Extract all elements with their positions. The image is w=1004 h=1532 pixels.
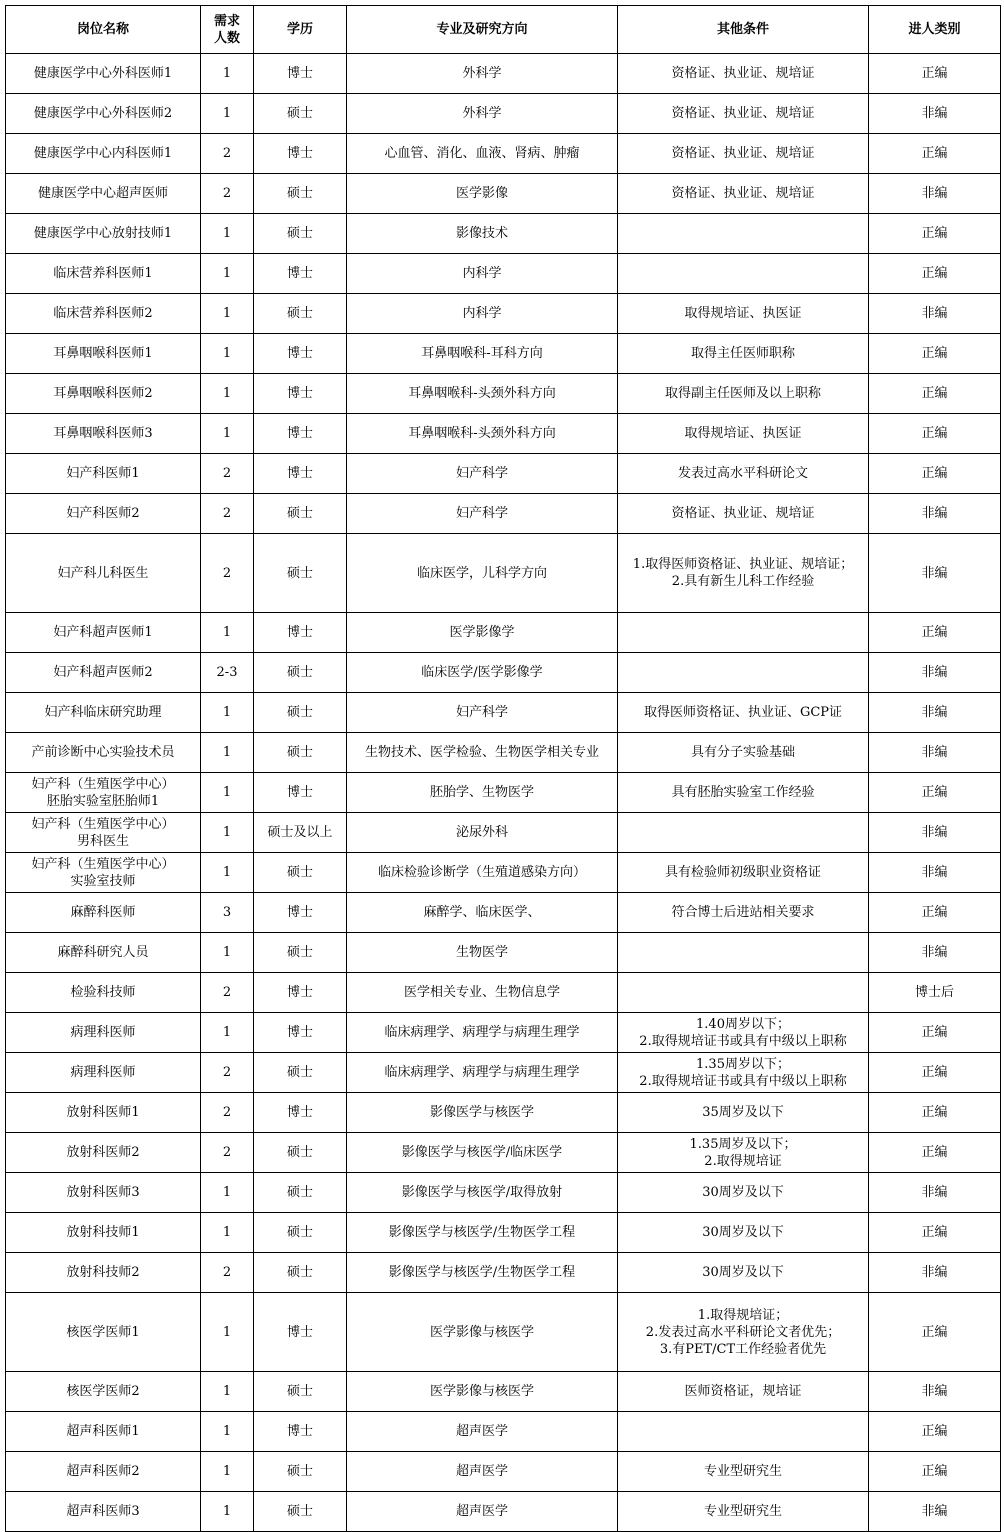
table-row — [6, 334, 1001, 374]
position-name-cell: 健康医学中心外科医师1 — [6, 54, 201, 94]
education-cell: 硕士 — [254, 1492, 347, 1532]
education-cell: 硕士 — [254, 1253, 347, 1293]
position-name-cell: 妇产科医师1 — [6, 454, 201, 494]
major-cell: 影像医学与核医学/生物医学工程 — [347, 1213, 618, 1253]
position-name-cell: 麻醉科医师 — [6, 893, 201, 933]
position-name-cell: 妇产科超声医师1 — [6, 613, 201, 653]
major-cell: 超声医学 — [347, 1452, 618, 1492]
position-name-cell: 放射科医师3 — [6, 1173, 201, 1213]
table-row — [6, 174, 1001, 214]
major-cell: 影像医学与核医学/临床医学 — [347, 1133, 618, 1173]
table-row — [6, 494, 1001, 534]
conditions-cell: 取得副主任医师及以上职称 — [618, 374, 869, 414]
count-cell: 1 — [201, 334, 254, 374]
hire-type-cell: 非编 — [869, 1253, 1001, 1293]
position-name-cell: 临床营养科医师2 — [6, 294, 201, 334]
hire-type-cell: 正编 — [869, 414, 1001, 454]
position-name-cell: 放射科医师2 — [6, 1133, 201, 1173]
table-row — [6, 653, 1001, 693]
count-cell: 1 — [201, 693, 254, 733]
major-cell: 医学影像学 — [347, 613, 618, 653]
header-major: 专业及研究方向 — [347, 6, 618, 54]
hire-type-cell: 正编 — [869, 134, 1001, 174]
hire-type-cell: 非编 — [869, 174, 1001, 214]
position-name-cell: 临床营养科医师1 — [6, 254, 201, 294]
hire-type-cell: 非编 — [869, 693, 1001, 733]
education-cell: 博士 — [254, 893, 347, 933]
table-row — [6, 1013, 1001, 1053]
position-name-cell: 妇产科（生殖医学中心） 男科医生 — [6, 813, 201, 853]
table-row — [6, 1093, 1001, 1133]
header-conditions: 其他条件 — [618, 6, 869, 54]
count-cell: 1 — [201, 853, 254, 893]
hire-type-cell: 博士后 — [869, 973, 1001, 1013]
count-cell: 2 — [201, 494, 254, 534]
count-cell: 1 — [201, 1013, 254, 1053]
count-cell: 2 — [201, 1093, 254, 1133]
conditions-cell — [618, 613, 869, 653]
major-cell: 医学影像 — [347, 174, 618, 214]
count-cell: 2 — [201, 454, 254, 494]
hire-type-cell: 正编 — [869, 1412, 1001, 1452]
count-cell: 1 — [201, 254, 254, 294]
conditions-cell: 资格证、执业证、规培证 — [618, 54, 869, 94]
education-cell: 博士 — [254, 374, 347, 414]
count-cell: 1 — [201, 1492, 254, 1532]
education-cell: 博士 — [254, 134, 347, 174]
hire-type-cell: 正编 — [869, 613, 1001, 653]
position-name-cell: 健康医学中心放射技师1 — [6, 214, 201, 254]
hire-type-cell: 正编 — [869, 773, 1001, 813]
count-cell: 2 — [201, 1253, 254, 1293]
position-name-cell: 耳鼻咽喉科医师2 — [6, 374, 201, 414]
conditions-cell — [618, 254, 869, 294]
table-row — [6, 773, 1001, 813]
position-name-cell: 核医学医师1 — [6, 1293, 201, 1372]
table-row — [6, 374, 1001, 414]
education-cell: 硕士 — [254, 653, 347, 693]
education-cell: 硕士及以上 — [254, 813, 347, 853]
hire-type-cell: 非编 — [869, 94, 1001, 134]
count-cell: 2 — [201, 1053, 254, 1093]
education-cell: 博士 — [254, 773, 347, 813]
education-cell: 硕士 — [254, 1452, 347, 1492]
education-cell: 博士 — [254, 254, 347, 294]
conditions-cell — [618, 214, 869, 254]
major-cell: 影像医学与核医学/生物医学工程 — [347, 1253, 618, 1293]
education-cell: 博士 — [254, 1293, 347, 1372]
conditions-cell — [618, 973, 869, 1013]
major-cell: 耳鼻咽喉科-耳科方向 — [347, 334, 618, 374]
table-header-row — [6, 6, 1001, 54]
conditions-cell: 1.取得规培证； 2.发表过高水平科研论文者优先； 3.有PET/CT工作经验者优先 — [618, 1293, 869, 1372]
position-name-cell: 放射科医师1 — [6, 1093, 201, 1133]
table-row — [6, 534, 1001, 613]
count-cell: 1 — [201, 1452, 254, 1492]
count-cell: 1 — [201, 1293, 254, 1372]
education-cell: 硕士 — [254, 1372, 347, 1412]
hire-type-cell: 正编 — [869, 1133, 1001, 1173]
major-cell: 影像医学与核医学/取得放射 — [347, 1173, 618, 1213]
conditions-cell: 具有分子实验基础 — [618, 733, 869, 773]
major-cell: 麻醉学、临床医学、 — [347, 893, 618, 933]
education-cell: 博士 — [254, 334, 347, 374]
table-row — [6, 1053, 1001, 1093]
major-cell: 外科学 — [347, 54, 618, 94]
major-cell: 外科学 — [347, 94, 618, 134]
header-count: 需求 人数 — [201, 6, 254, 54]
count-cell: 1 — [201, 1213, 254, 1253]
education-cell: 硕士 — [254, 1213, 347, 1253]
major-cell: 医学影像与核医学 — [347, 1293, 618, 1372]
conditions-cell: 资格证、执业证、规培证 — [618, 494, 869, 534]
hire-type-cell: 正编 — [869, 893, 1001, 933]
education-cell: 博士 — [254, 1412, 347, 1452]
count-cell: 2 — [201, 534, 254, 613]
position-name-cell: 妇产科（生殖医学中心） 胚胎实验室胚胎师1 — [6, 773, 201, 813]
table-row — [6, 54, 1001, 94]
position-name-cell: 妇产科临床研究助理 — [6, 693, 201, 733]
education-cell: 硕士 — [254, 534, 347, 613]
major-cell: 临床检验诊断学（生殖道感染方向） — [347, 853, 618, 893]
major-cell: 生物技术、医学检验、生物医学相关专业 — [347, 733, 618, 773]
education-cell: 硕士 — [254, 174, 347, 214]
count-cell: 1 — [201, 294, 254, 334]
count-cell: 2 — [201, 134, 254, 174]
education-cell: 博士 — [254, 454, 347, 494]
education-cell: 硕士 — [254, 1173, 347, 1213]
education-cell: 硕士 — [254, 693, 347, 733]
count-cell: 2 — [201, 973, 254, 1013]
conditions-cell: 具有胚胎实验室工作经验 — [618, 773, 869, 813]
table-row — [6, 1492, 1001, 1532]
table-row — [6, 414, 1001, 454]
hire-type-cell: 非编 — [869, 1492, 1001, 1532]
major-cell: 内科学 — [347, 294, 618, 334]
table-row — [6, 1452, 1001, 1492]
major-cell: 耳鼻咽喉科-头颈外科方向 — [347, 374, 618, 414]
major-cell: 生物医学 — [347, 933, 618, 973]
major-cell: 超声医学 — [347, 1492, 618, 1532]
conditions-cell: 取得规培证、执医证 — [618, 414, 869, 454]
hire-type-cell: 非编 — [869, 733, 1001, 773]
hire-type-cell: 正编 — [869, 334, 1001, 374]
count-cell: 2-3 — [201, 653, 254, 693]
position-name-cell: 病理科医师 — [6, 1053, 201, 1093]
count-cell: 2 — [201, 1133, 254, 1173]
conditions-cell: 资格证、执业证、规培证 — [618, 94, 869, 134]
education-cell: 硕士 — [254, 494, 347, 534]
hire-type-cell: 正编 — [869, 1013, 1001, 1053]
count-cell: 1 — [201, 54, 254, 94]
count-cell: 1 — [201, 94, 254, 134]
major-cell: 临床病理学、病理学与病理生理学 — [347, 1013, 618, 1053]
table-row — [6, 1213, 1001, 1253]
hire-type-cell: 正编 — [869, 1093, 1001, 1133]
position-name-cell: 耳鼻咽喉科医师3 — [6, 414, 201, 454]
conditions-cell: 符合博士后进站相关要求 — [618, 893, 869, 933]
conditions-cell: 专业型研究生 — [618, 1452, 869, 1492]
conditions-cell: 1.40周岁以下； 2.取得规培证书或具有中级以上职称 — [618, 1013, 869, 1053]
hire-type-cell: 非编 — [869, 494, 1001, 534]
position-name-cell: 妇产科超声医师2 — [6, 653, 201, 693]
count-cell: 1 — [201, 374, 254, 414]
education-cell: 硕士 — [254, 1053, 347, 1093]
hire-type-cell: 正编 — [869, 1213, 1001, 1253]
header-education: 学历 — [254, 6, 347, 54]
hire-type-cell: 非编 — [869, 653, 1001, 693]
major-cell: 泌尿外科 — [347, 813, 618, 853]
conditions-cell — [618, 653, 869, 693]
education-cell: 硕士 — [254, 294, 347, 334]
education-cell: 博士 — [254, 1093, 347, 1133]
position-name-cell: 超声科医师3 — [6, 1492, 201, 1532]
position-name-cell: 妇产科医师2 — [6, 494, 201, 534]
table-row — [6, 94, 1001, 134]
hire-type-cell: 非编 — [869, 853, 1001, 893]
major-cell: 医学相关专业、生物信息学 — [347, 973, 618, 1013]
education-cell: 硕士 — [254, 214, 347, 254]
position-name-cell: 检验科技师 — [6, 973, 201, 1013]
conditions-cell: 1.取得医师资格证、执业证、规培证； 2.具有新生儿科工作经验 — [618, 534, 869, 613]
hire-type-cell: 非编 — [869, 294, 1001, 334]
table-row — [6, 134, 1001, 174]
position-name-cell: 耳鼻咽喉科医师1 — [6, 334, 201, 374]
count-cell: 1 — [201, 214, 254, 254]
education-cell: 硕士 — [254, 933, 347, 973]
table-row — [6, 733, 1001, 773]
count-cell: 2 — [201, 174, 254, 214]
table-row — [6, 1372, 1001, 1412]
education-cell: 博士 — [254, 54, 347, 94]
conditions-cell: 1.35周岁以下； 2.取得规培证书或具有中级以上职称 — [618, 1053, 869, 1093]
major-cell: 妇产科学 — [347, 494, 618, 534]
count-cell: 1 — [201, 1372, 254, 1412]
table-row — [6, 1293, 1001, 1372]
major-cell: 超声医学 — [347, 1412, 618, 1452]
hire-type-cell: 非编 — [869, 933, 1001, 973]
count-cell: 1 — [201, 1173, 254, 1213]
hire-type-cell: 正编 — [869, 1053, 1001, 1093]
table-row — [6, 973, 1001, 1013]
conditions-cell: 医师资格证，规培证 — [618, 1372, 869, 1412]
table-row — [6, 294, 1001, 334]
hire-type-cell: 非编 — [869, 813, 1001, 853]
conditions-cell: 具有检验师初级职业资格证 — [618, 853, 869, 893]
position-name-cell: 健康医学中心超声医师 — [6, 174, 201, 214]
table-row — [6, 813, 1001, 853]
conditions-cell: 资格证、执业证、规培证 — [618, 174, 869, 214]
major-cell: 医学影像与核医学 — [347, 1372, 618, 1412]
conditions-cell — [618, 933, 869, 973]
table-row — [6, 254, 1001, 294]
conditions-cell: 资格证、执业证、规培证 — [618, 134, 869, 174]
conditions-cell: 专业型研究生 — [618, 1492, 869, 1532]
conditions-cell: 发表过高水平科研论文 — [618, 454, 869, 494]
education-cell: 硕士 — [254, 733, 347, 773]
major-cell: 心血管、消化、血液、肾病、肿瘤 — [347, 134, 618, 174]
conditions-cell — [618, 813, 869, 853]
hire-type-cell: 正编 — [869, 54, 1001, 94]
conditions-cell: 35周岁及以下 — [618, 1093, 869, 1133]
conditions-cell: 取得主任医师职称 — [618, 334, 869, 374]
education-cell: 博士 — [254, 613, 347, 653]
hire-type-cell: 正编 — [869, 214, 1001, 254]
major-cell: 胚胎学、生物医学 — [347, 773, 618, 813]
conditions-cell: 取得规培证、执医证 — [618, 294, 869, 334]
position-name-cell: 核医学医师2 — [6, 1372, 201, 1412]
count-cell: 1 — [201, 813, 254, 853]
count-cell: 1 — [201, 613, 254, 653]
position-name-cell: 健康医学中心内科医师1 — [6, 134, 201, 174]
major-cell: 影像医学与核医学 — [347, 1093, 618, 1133]
major-cell: 内科学 — [347, 254, 618, 294]
position-name-cell: 超声科医师1 — [6, 1412, 201, 1452]
major-cell: 临床医学，儿科学方向 — [347, 534, 618, 613]
count-cell: 1 — [201, 773, 254, 813]
hire-type-cell: 正编 — [869, 1293, 1001, 1372]
count-cell: 3 — [201, 893, 254, 933]
conditions-cell: 30周岁及以下 — [618, 1173, 869, 1213]
recruitment-table — [5, 5, 1001, 1532]
table-row — [6, 1173, 1001, 1213]
education-cell: 硕士 — [254, 94, 347, 134]
table-row — [6, 933, 1001, 973]
major-cell: 临床病理学、病理学与病理生理学 — [347, 1053, 618, 1093]
conditions-cell: 取得医师资格证、执业证、GCP证 — [618, 693, 869, 733]
hire-type-cell: 正编 — [869, 454, 1001, 494]
hire-type-cell: 正编 — [869, 374, 1001, 414]
conditions-cell: 30周岁及以下 — [618, 1253, 869, 1293]
header-hire-type: 进人类别 — [869, 6, 1001, 54]
conditions-cell — [618, 1412, 869, 1452]
education-cell: 硕士 — [254, 1133, 347, 1173]
hire-type-cell: 非编 — [869, 534, 1001, 613]
hire-type-cell: 非编 — [869, 1173, 1001, 1213]
major-cell: 临床医学/医学影像学 — [347, 653, 618, 693]
table-row — [6, 613, 1001, 653]
table-row — [6, 693, 1001, 733]
position-name-cell: 麻醉科研究人员 — [6, 933, 201, 973]
count-cell: 1 — [201, 414, 254, 454]
position-name-cell: 健康医学中心外科医师2 — [6, 94, 201, 134]
major-cell: 妇产科学 — [347, 454, 618, 494]
table-row — [6, 1253, 1001, 1293]
table-row — [6, 454, 1001, 494]
major-cell: 妇产科学 — [347, 693, 618, 733]
education-cell: 博士 — [254, 973, 347, 1013]
major-cell: 影像技术 — [347, 214, 618, 254]
position-name-cell: 妇产科儿科医生 — [6, 534, 201, 613]
table-row — [6, 214, 1001, 254]
table-row — [6, 1133, 1001, 1173]
position-name-cell: 放射科技师2 — [6, 1253, 201, 1293]
position-name-cell: 病理科医师 — [6, 1013, 201, 1053]
hire-type-cell: 正编 — [869, 1452, 1001, 1492]
position-name-cell: 妇产科（生殖医学中心） 实验室技师 — [6, 853, 201, 893]
conditions-cell: 1.35周岁及以下； 2.取得规培证 — [618, 1133, 869, 1173]
position-name-cell: 产前诊断中心实验技术员 — [6, 733, 201, 773]
hire-type-cell: 非编 — [869, 1372, 1001, 1412]
count-cell: 1 — [201, 733, 254, 773]
count-cell: 1 — [201, 1412, 254, 1452]
table-row — [6, 893, 1001, 933]
education-cell: 博士 — [254, 414, 347, 454]
conditions-cell: 30周岁及以下 — [618, 1213, 869, 1253]
table-row — [6, 853, 1001, 893]
major-cell: 耳鼻咽喉科-头颈外科方向 — [347, 414, 618, 454]
count-cell: 1 — [201, 933, 254, 973]
table-row — [6, 1412, 1001, 1452]
position-name-cell: 超声科医师2 — [6, 1452, 201, 1492]
education-cell: 博士 — [254, 1013, 347, 1053]
hire-type-cell: 正编 — [869, 254, 1001, 294]
position-name-cell: 放射科技师1 — [6, 1213, 201, 1253]
header-position-name: 岗位名称 — [6, 6, 201, 54]
education-cell: 硕士 — [254, 853, 347, 893]
